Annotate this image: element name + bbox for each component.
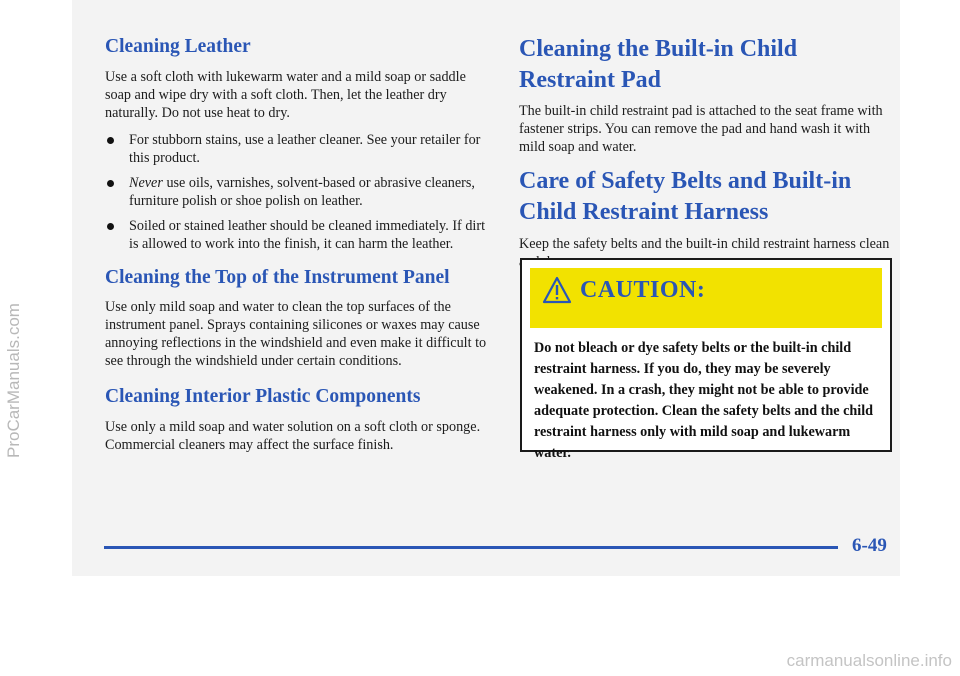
caution-title: CAUTION: [580, 276, 706, 303]
bullet-icon [107, 223, 114, 230]
leather-bullet-list [105, 131, 493, 253]
list-item [105, 174, 493, 210]
page-number: 6-49 [852, 535, 887, 556]
side-watermark: ProCarManuals.com [4, 303, 23, 458]
list-item [105, 217, 493, 253]
caution-box [520, 258, 892, 461]
footer-rule [104, 546, 838, 549]
caution-title-row [542, 276, 705, 304]
right-column [519, 34, 891, 271]
restraint-pad-text: The built-in child restraint pad is attached to the seat frame with fastener strips. You can remove the pad and hand wash it with mild soap and water. [519, 103, 883, 155]
safety-belts-text: Keep the safety belts and the built-in child restraint harness clean [519, 236, 890, 252]
instrument-panel-heading: Cleaning the Top of the Instrument Panel [105, 267, 450, 288]
bullet-icon [107, 180, 114, 187]
bullet-text: For stubborn stains, use a leather cleaner. See your retailer for this product. [129, 132, 481, 166]
plastic-components-text: Use only a mild soap and water solution on a soft cloth or sponge. Commercial cleaners may affect the surface finish. [105, 419, 481, 453]
warning-triangle-icon [542, 276, 572, 304]
left-column [105, 34, 493, 454]
safety-belts-heading: Care of Safety Belts and Built-in Child Restraint Harness [519, 168, 852, 225]
cleaning-leather-intro: Use a soft cloth with lukewarm water and a mild soap or saddle soap and wipe dry with a soft cloth. Then, let the leather dry naturally. Do not use heat to dry. [105, 69, 466, 121]
caution-header-bar [530, 268, 882, 328]
bullet-text: Soiled or stained leather should be cleaned immediately. If dirt is allowed to work into the finish, it can harm the leather. [129, 218, 486, 252]
caution-text: Do not bleach or dye safety belts or the built-in child restraint harness. If you do, they may be severely weakened. In a crash, they might not be able to provide adequate protection. Clean the safety belts and the child restraint harness only with mild soap and lukewarm water. [534, 340, 874, 461]
cleaning-leather-heading: Cleaning Leather [105, 36, 251, 57]
bottom-watermark: carmanualsonline.info [786, 651, 952, 670]
bullet-emphasis: Never [129, 175, 163, 191]
list-item [105, 131, 493, 167]
plastic-components-heading: Cleaning Interior Plastic Components [105, 386, 421, 407]
restraint-pad-heading: Cleaning the Built-in Child Restraint Pad [519, 36, 798, 93]
bullet-text: use oils, varnishes, solvent-based or abrasive cleaners, furniture polish or shoe polish on leather. [129, 175, 475, 209]
instrument-panel-text: Use only mild soap and water to clean the top surfaces of the instrument panel. Sprays containing silicones or waxes may cause annoying reflections in the windshield and even make it difficult to see through the windshield under certain conditions. [105, 299, 487, 369]
bullet-icon [107, 137, 114, 144]
